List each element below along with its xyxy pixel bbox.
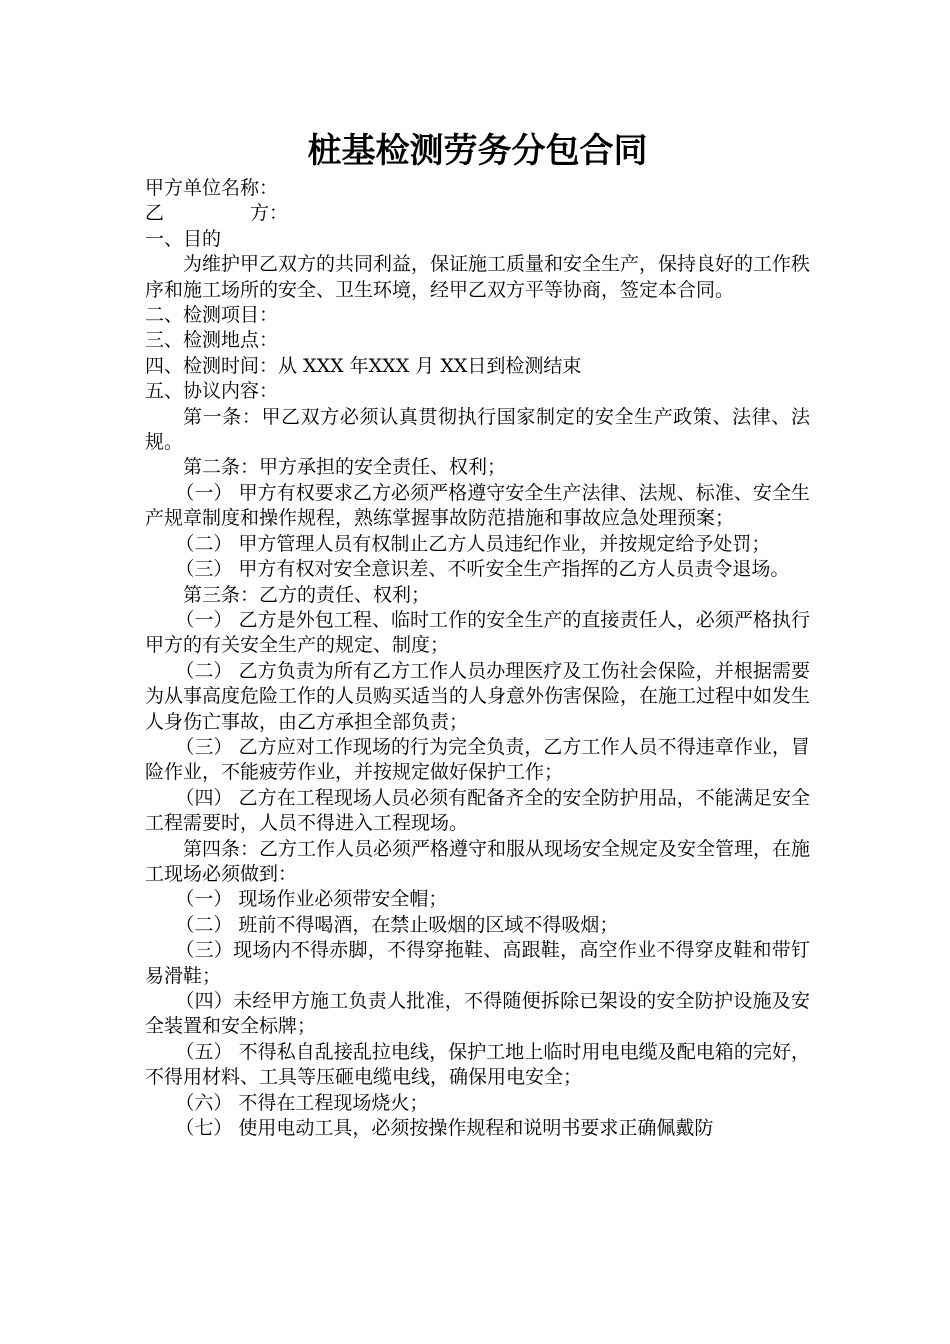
section-heading-time: 四、检测时间：从 XXX 年XXX 月 XX日到检测结束 bbox=[145, 354, 582, 377]
section-heading-content: 五、协议内容： bbox=[145, 380, 279, 403]
article-2-item-3: （三） 甲方有权对安全意识差、不听安全生产指挥的乙方人员责令退场。 bbox=[175, 558, 790, 581]
section-heading-purpose: 一、目的 bbox=[145, 227, 222, 250]
document-body bbox=[145, 176, 810, 1141]
section-heading-items: 二、检测项目： bbox=[145, 304, 279, 327]
article-4-item-7: （七） 使用电动工具，必须按操作规程和说明书要求正确佩戴防 bbox=[175, 1117, 714, 1140]
article-2-item-1: （一） 甲方有权要求乙方必须严格遵守安全生产法律、法规、标准、安全生产规章制度和操作规程，熟练掌握事故防范措施和事故应急处理预案； bbox=[145, 481, 810, 530]
article-4-item-5: （五） 不得私自乱接乱拉电线，保护工地上临时用电电缆及配电箱的完好，不得用材料、工具等压砸电缆电线，确保用电安全； bbox=[145, 1040, 810, 1089]
document-title: 桩基检测劳务分包合同 bbox=[307, 131, 648, 171]
article-4-item-6: （六） 不得在工程现场烧火； bbox=[175, 1091, 429, 1114]
party-b-line bbox=[145, 201, 810, 226]
article-4-item-3: （三）现场内不得赤脚，不得穿拖鞋、高跟鞋，高空作业不得穿皮鞋和带钉易滑鞋； bbox=[145, 939, 810, 987]
article-4-item-2: （二） 班前不得喝酒，在禁止吸烟的区域不得吸烟； bbox=[175, 913, 619, 936]
article-3-item-1: （一） 乙方是外包工程、临时工作的安全生产的直接责任人，必须严格执行甲方的有关安全生产的规定、制度； bbox=[145, 608, 810, 657]
document-page bbox=[145, 0, 810, 1141]
article-2-item-2: （二） 甲方管理人员有权制止乙方人员违纪作业，并按规定给予处罚； bbox=[175, 532, 771, 555]
article-4-item-4: （四）未经甲方施工负责人批准，不得随便拆除已架设的安全防护设施及安全装置和安全标牌； bbox=[145, 990, 810, 1038]
article-3-item-2: （二） 乙方负责为所有乙方工作人员办理医疗及工伤社会保险，并根据需要为从事高度危险工作的人员购买适当的人身意外伤害保险，在施工过程中如发生人身伤亡事故，由乙方承担全部负责； bbox=[145, 659, 811, 733]
party-b-label-end: 方： bbox=[250, 202, 289, 225]
article-4-item-1: （一） 现场作业必须带安全帽； bbox=[175, 888, 448, 911]
article-4-heading: 第四条：乙方工作人员必须严格遵守和服从现场安全规定及安全管理，在施工现场必须做到： bbox=[145, 837, 811, 885]
section-heading-location: 三、检测地点： bbox=[145, 329, 279, 352]
article-3-item-3: （三） 乙方应对工作现场的行为完全负责，乙方工作人员不得违章作业，冒险作业，不能疲劳作业，并按规定做好保护工作； bbox=[145, 735, 810, 784]
article-2-heading: 第二条：甲方承担的安全责任、权利； bbox=[183, 456, 507, 479]
article-3-item-4: （四） 乙方在工程现场人员必须有配备齐全的安全防护用品，不能满足安全工程需要时，人员不得进入工程现场。 bbox=[145, 786, 810, 835]
party-b-label: 乙 bbox=[145, 202, 165, 225]
party-a-line: 甲方单位名称： bbox=[145, 177, 279, 199]
article-1: 第一条：甲乙双方必须认真贯彻执行国家制定的安全生产政策、法律、法规。 bbox=[145, 405, 810, 454]
purpose-paragraph: 为维护甲乙双方的共同利益，保证施工质量和安全生产，保持良好的工作秩序和施工场所的安全、卫生环境，经甲乙双方平等协商，签定本合同。 bbox=[145, 253, 811, 301]
article-3-heading: 第三条：乙方的责任、权利； bbox=[183, 583, 431, 606]
